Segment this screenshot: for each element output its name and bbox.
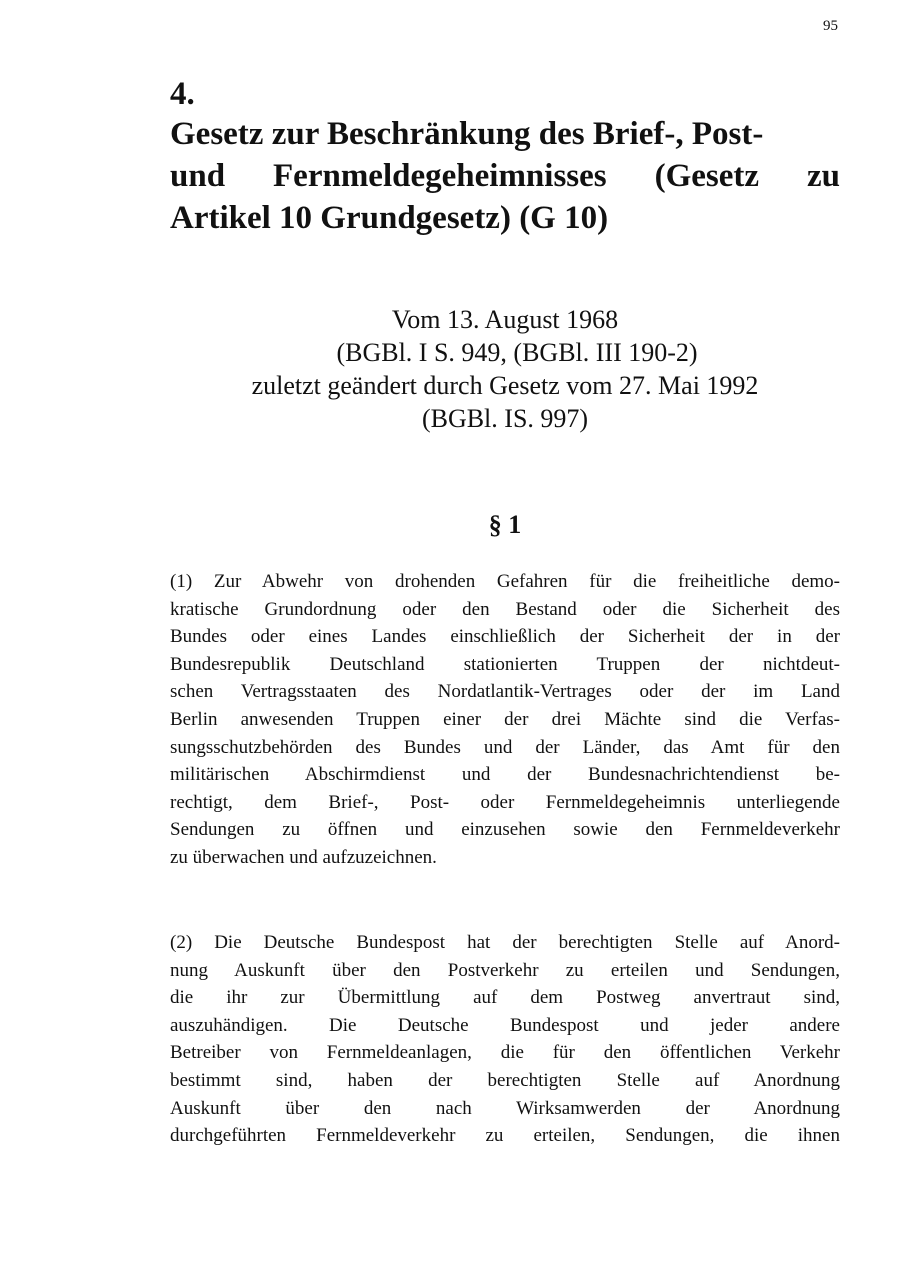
paragraph-line: auszuhändigen. Die Deutsche Bundespost und jeder andere bbox=[170, 1014, 840, 1036]
paragraph-2 bbox=[170, 929, 840, 1150]
amendment-reference: (BGBl. IS. 997) bbox=[421, 404, 589, 433]
paragraph-1 bbox=[170, 568, 840, 872]
page-number: 95 bbox=[823, 18, 838, 34]
law-title-word: (Gesetz bbox=[654, 158, 760, 194]
paragraph-line: (1) Zur Abwehr von drohenden Gefahren für die freiheitliche demo- bbox=[170, 571, 840, 592]
paragraph-line: zu überwachen und aufzuzeichnen. bbox=[170, 846, 437, 868]
law-title bbox=[170, 113, 840, 239]
paragraph-line: (2) Die Deutsche Bundespost hat der berechtigten Stelle auf Anord- bbox=[170, 932, 840, 953]
paragraph-line: rechtigt, dem Brief-, Post- oder Fernmeldegeheimnis unterliegende bbox=[170, 791, 840, 813]
section-heading: § 1 bbox=[488, 510, 522, 539]
paragraph-line: nung Auskunft über den Postverkehr zu erteilen und Sendungen, bbox=[170, 959, 840, 981]
paragraph-line: Auskunft über den nach Wirksamwerden der Anordnung bbox=[170, 1097, 840, 1119]
law-title-line-justified bbox=[170, 155, 840, 197]
law-title-word: Fernmeldegeheimnisses bbox=[273, 158, 607, 194]
amendment-note: zuletzt geändert durch Gesetz vom 27. Mai 1992 bbox=[251, 371, 759, 400]
paragraph-line: Berlin anwesenden Truppen einer der drei Mächte sind die Verfas- bbox=[170, 708, 840, 730]
chapter-number: 4. bbox=[170, 76, 195, 112]
law-title-line: Artikel 10 Grundgesetz) (G 10) bbox=[170, 200, 609, 236]
paragraph-line: Bundesrepublik Deutschland stationierten Truppen der nichtdeut- bbox=[170, 653, 840, 675]
paragraph-line: sungsschutzbehörden des Bundes und der Länder, das Amt für den bbox=[170, 736, 840, 758]
paragraph-line: Sendungen zu öffnen und einzusehen sowie den Fernmeldeverkehr bbox=[170, 819, 840, 841]
gazette-reference: (BGBl. I S. 949, (BGBl. III 190-2) bbox=[336, 338, 698, 367]
paragraph-line: schen Vertragsstaaten des Nordatlantik-Vertrages oder der im Land bbox=[170, 681, 840, 703]
paragraph-line: durchgeführten Fernmeldeverkehr zu erteilen, Sendungen, die ihnen bbox=[170, 1125, 840, 1147]
paragraph-line: bestimmt sind, haben der berechtigten Stelle auf Anordnung bbox=[170, 1069, 840, 1091]
paragraph-line: Bundes oder eines Landes einschließlich der Sicherheit der in der bbox=[170, 626, 840, 648]
publication-info bbox=[170, 303, 840, 435]
law-title-line: Gesetz zur Beschränkung des Brief-, Post- bbox=[170, 116, 764, 152]
paragraph-line: die ihr zur Übermittlung auf dem Postweg anvertraut sind, bbox=[170, 987, 840, 1009]
law-title-word: und bbox=[170, 158, 226, 194]
publication-date: Vom 13. August 1968 bbox=[391, 305, 619, 334]
paragraph-line: militärischen Abschirmdienst und der Bundesnachrichtendienst be- bbox=[170, 764, 840, 786]
paragraph-line: Betreiber von Fernmeldeanlagen, die für den öffentlichen Verkehr bbox=[170, 1042, 840, 1064]
law-title-word: zu bbox=[806, 158, 840, 194]
paragraph-line: kratische Grundordnung oder den Bestand oder die Sicherheit des bbox=[170, 598, 840, 620]
